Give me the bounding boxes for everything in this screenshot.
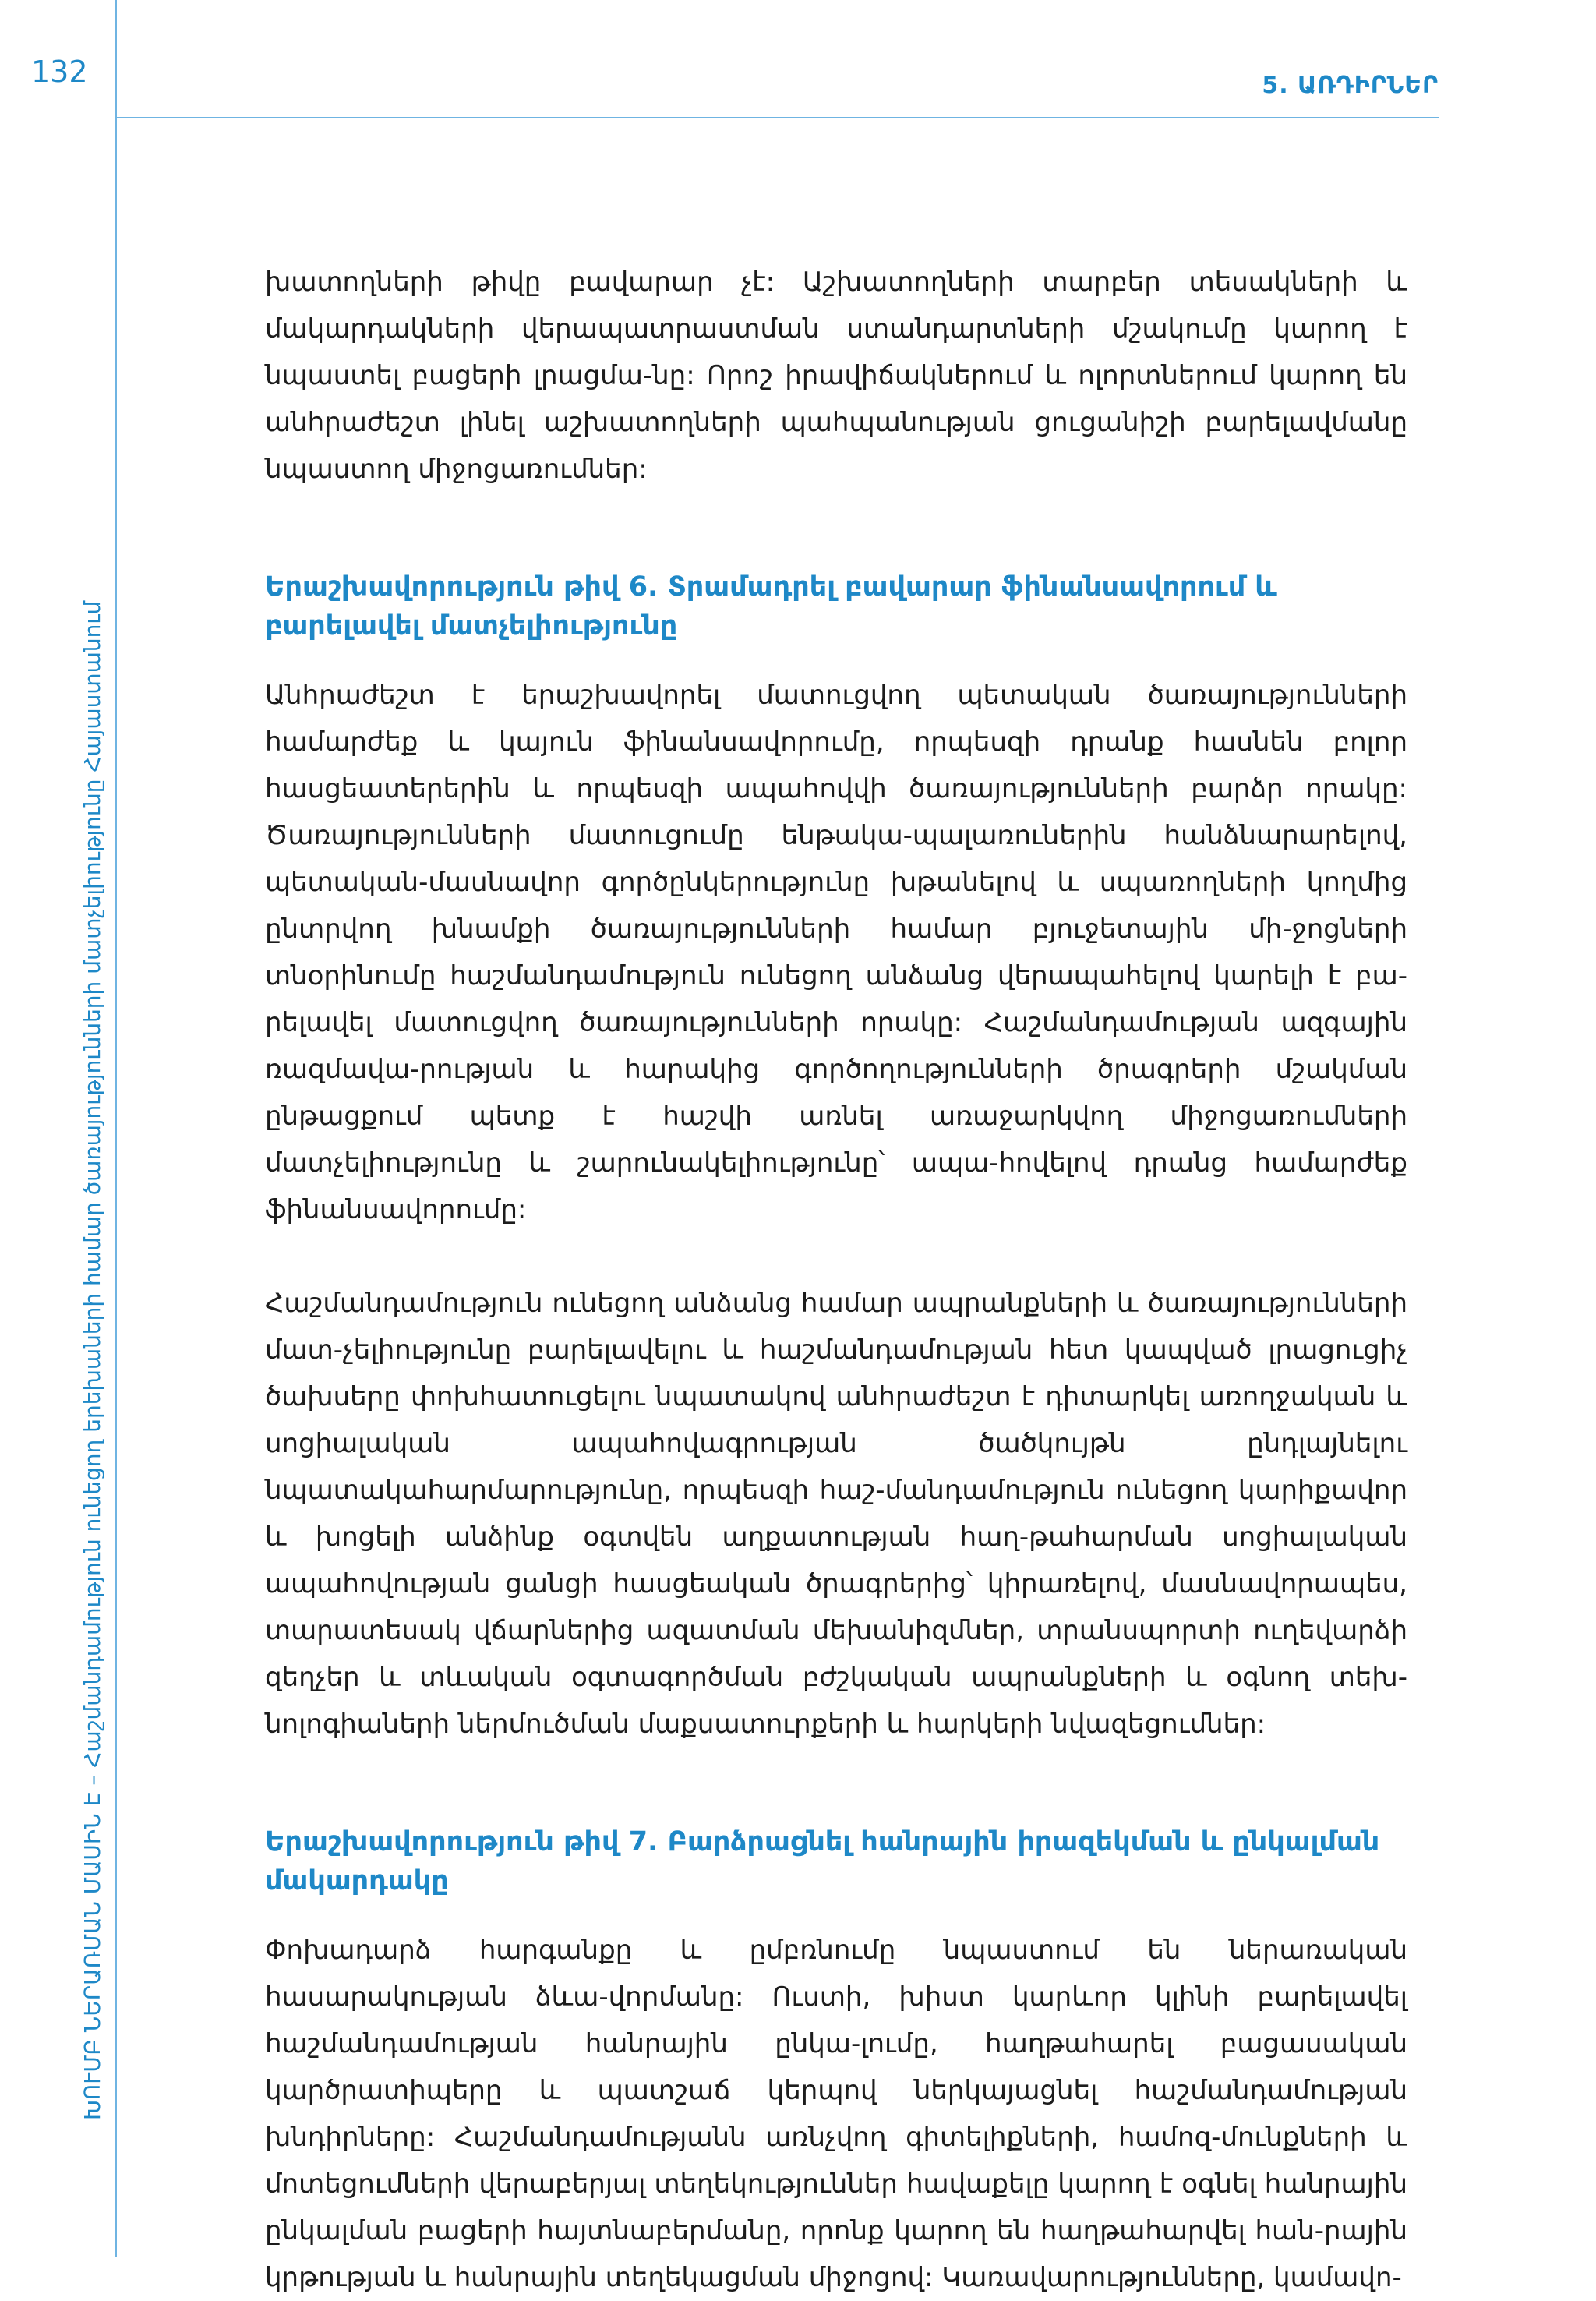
recommendation-6-paragraph-1: Անհրաժեշտ է երաշխավորել մատուցվող պետական ծառայությունների համարժեք և կայուն ֆինանսավորումը, որպեսզի դրանք հասնեն բոլոր հասցեատերերին և որպեսզի ապահովվի ծառայությունների բարձր որակը: Ծառայությունների մատուցումը ենթակա-պալառուներին հանձնարարելով, պետական-մասնավոր գործընկերությունը խթանելով և սպառողների կողմից ընտրվող խնամքի ծառայությունների համար բյուջետային մի-ջոցների տնօրինումը հաշմանդամություն ունեցող անձանց վերապահելով կարելի է բա-րելավել մատուցվող ծառայությունների որակը: Հաշմանդամության ազգային ռազմավա-րության և հարակից գործողությունների ծրագրերի մշակման ընթացքում պետք է հաշվի առնել առաջարկվող միջոցառումների մատչելիությունը և շարունակելիությունը՝ ապա-հովելով դրանց համարժեք ֆինանսավորումը: [265,680,1407,1225]
recommendation-6-heading: Երաշխավորություն թիվ 6. Տրամադրել բավարար ֆինանսավորում և բարելավել մատչելիությունը [265,571,1277,642]
margin-vertical-rule [115,0,117,2257]
page-number: 132 [31,55,88,89]
side-running-title: ԽՈՒՄԲ ՆԵՐԱՌՄԱՆ ՄԱՍԻՆ Է – Հաշմանդամություն ունեցող երեխաների համար ծառայությունների մատչելիությունը Հայաստանում [79,600,105,2120]
recommendation-7-heading: Երաշխավորություն թիվ 7. Բարձրացնել հանրային իրազեկման և ընկալման մակարդակը [265,1826,1380,1896]
recommendation-6-paragraph-2: Հաշմանդամություն ունեցող անձանց համար ապրանքների և ծառայությունների մատ-չելիությունը բարելավելու և հաշմանդամության հետ կապված լրացուցիչ ծախսերը փոխհատուցելու նպատակով անհրաժեշտ է դիտարկել առողջական և սոցիալական ապահովագրության ծածկույթն ընդլայնելու նպատակահարմարությունը, որպեսզի հաշ-մանդամություն ունեցող կարիքավոր և խոցելի անձինք օգտվեն աղքատության հաղ-թահարման սոցիալական ապահովության ցանցի հասցեական ծրագրերից՝ կիրառելով, մասնավորապես, տարատեսակ վճարներից ազատման մեխանիզմներ, տրանսպորտի ուղեվարձի զեղչեր և տևական օգտագործման բժշկական ապրանքների և օգնող տեխ-նոլոգիաների ներմուծման մաքսատուրքերի և հարկերի նվազեցումներ: [265,1288,1407,1740]
intro-paragraph: խատողների թիվը բավարար չէ: Աշխատողների տարբեր տեսակների և մակարդակների վերապատրաստման ստանդարտների մշակումը կարող է նպաստել բացերի լրացմա-նը: Որոշ իրավիճակներում և ոլորտներում կարող են անհրաժեշտ լինել աշխատողների պահպանության ցուցանիշի բարելավմանը նպաստող միջոցառումներ: [265,267,1407,485]
header-horizontal-rule [117,117,1439,118]
main-content [265,259,1407,2301]
recommendation-7-paragraph-1: Փոխադարձ հարգանքը և ըմբռնումը նպաստում են ներառական հասարակության ձևա-վորմանը: Ուստի, խիստ կարևոր կլինի բարելավել հաշմանդամության հանրային ընկա-լումը, հաղթահարել բացասական կարծրատիպերը և պատշաճ կերպով ներկայացնել հաշմանդամության խնդիրները: Հաշմանդամությանն առնչվող գիտելիքների, համոզ-մունքների և մոտեցումների վերաբերյալ տեղեկություններ հավաքելը կարող է օգնել հանրային ընկալման բացերի հայտնաբերմանը, որոնք կարող են հաղթահարվել հան-րային կրթության և հանրային տեղեկացման միջոցով: Կառավարությունները, կամավո- [265,1935,1407,2293]
chapter-title: 5. ԱՌԴԻՐՆԵՐ [1262,72,1439,99]
